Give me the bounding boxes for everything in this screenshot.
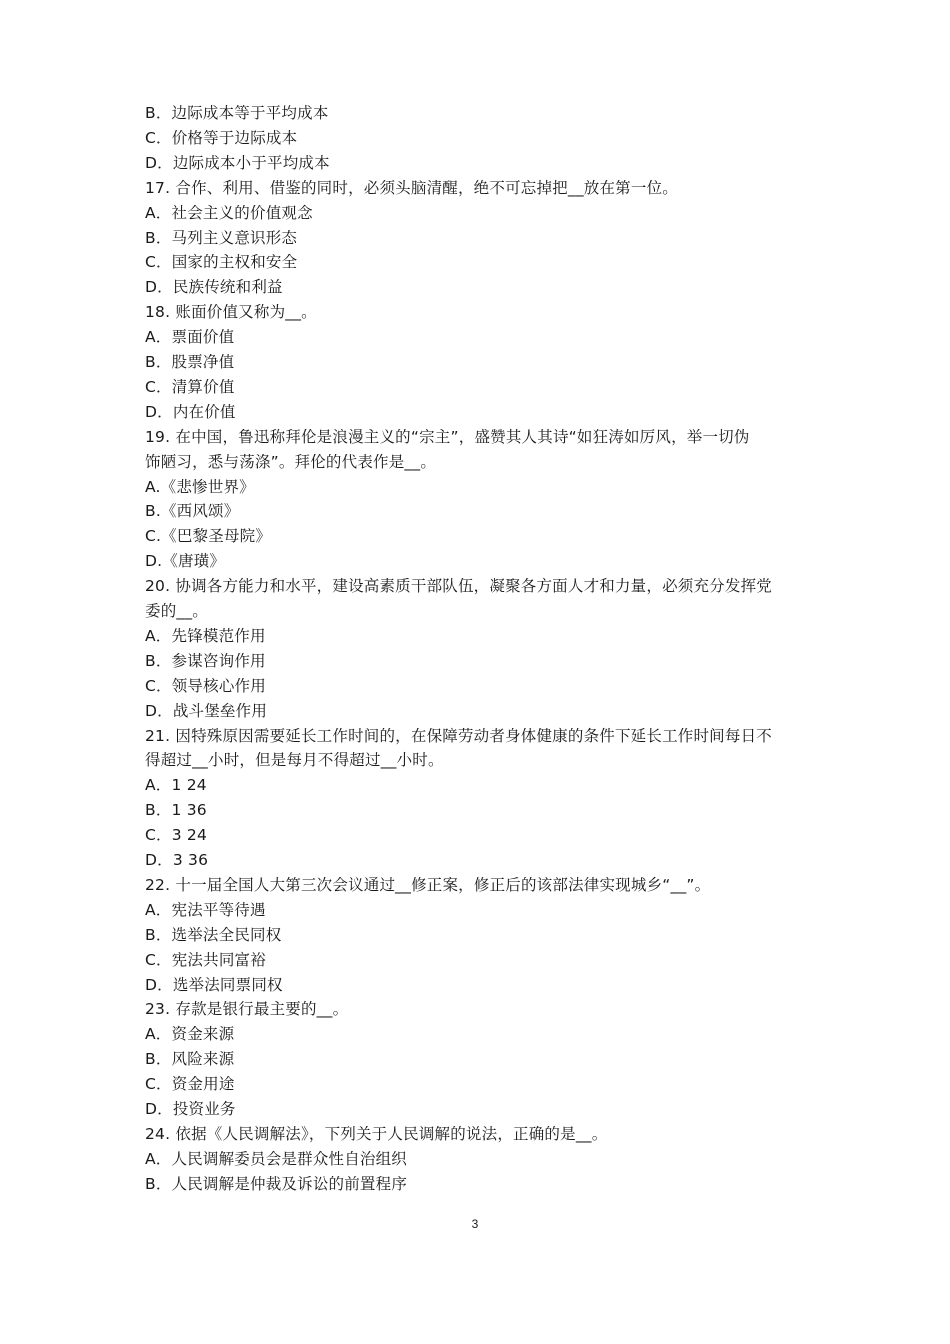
text-line: D.《唐璜》 xyxy=(145,552,226,570)
text-line: C．宪法共同富裕 xyxy=(145,951,266,969)
text-line: C．资金用途 xyxy=(145,1075,235,1093)
text-line: B．风险来源 xyxy=(145,1050,235,1068)
text-line: B．股票净值 xyxy=(145,353,235,371)
text-line: A．社会主义的价值观念 xyxy=(145,204,313,222)
text-line: B．1 36 xyxy=(145,801,207,819)
text-line: A．1 24 xyxy=(145,776,207,794)
text-line: A．先锋模范作用 xyxy=(145,627,266,645)
text-line: 饰陋习，悉与荡涤”。拜伦的代表作是__。 xyxy=(145,453,437,471)
text-line: 18. 账面价值又称为__。 xyxy=(145,303,317,321)
text-line: D．投资业务 xyxy=(145,1100,236,1118)
text-line: C.《巴黎圣母院》 xyxy=(145,527,272,545)
text-line: D．边际成本小于平均成本 xyxy=(145,154,330,172)
text-line: 20. 协调各方能力和水平，建设高素质干部队伍，凝聚各方面人才和力量，必须充分发挥党 xyxy=(145,577,772,595)
text-line: A.《悲惨世界》 xyxy=(145,478,255,496)
text-line: D．内在价值 xyxy=(145,403,236,421)
text-line: A．资金来源 xyxy=(145,1025,235,1043)
text-line: C．国家的主权和安全 xyxy=(145,253,298,271)
text-line: B.《西风颂》 xyxy=(145,502,240,520)
text-line: C．价格等于边际成本 xyxy=(145,129,298,147)
text-line: C．领导核心作用 xyxy=(145,677,266,695)
text-line: 22. 十一届全国人大第三次会议通过__修正案，修正后的该部法律实现城乡“__”。 xyxy=(145,876,711,894)
text-line: 17. 合作、利用、借鉴的同时，必须头脑清醒，绝不可忘掉把__放在第一位。 xyxy=(145,179,678,197)
text-line: B．人民调解是仲裁及诉讼的前置程序 xyxy=(145,1175,408,1193)
text-line: A．人民调解委员会是群众性自治组织 xyxy=(145,1150,408,1168)
text-line: D．战斗堡垒作用 xyxy=(145,702,268,720)
text-line: 得超过__小时，但是每月不得超过__小时。 xyxy=(145,751,444,769)
text-line: 23. 存款是银行最主要的__。 xyxy=(145,1000,349,1018)
text-line: C．清算价值 xyxy=(145,378,235,396)
text-line: D．民族传统和利益 xyxy=(145,278,283,296)
text-line: B．边际成本等于平均成本 xyxy=(145,104,329,122)
text-line: A．宪法平等待遇 xyxy=(145,901,266,919)
text-line: 24. 依据《人民调解法》，下列关于人民调解的说法，正确的是__。 xyxy=(145,1125,608,1143)
text-line: B．选举法全民同权 xyxy=(145,926,282,944)
text-line: B．马列主义意识形态 xyxy=(145,229,298,247)
text-line: 委的__。 xyxy=(145,602,209,620)
text-line: 21. 因特殊原因需要延长工作时间的，在保障劳动者身体健康的条件下延长工作时间每日不 xyxy=(145,727,772,745)
text-line: D．选举法同票同权 xyxy=(145,976,283,994)
text-line: B．参谋咨询作用 xyxy=(145,652,266,670)
text-line: D．3 36 xyxy=(145,851,209,869)
page-number: 3 xyxy=(471,1217,479,1231)
text-line: A．票面价值 xyxy=(145,328,235,346)
text-line: 19. 在中国，鲁迅称拜伦是浪漫主义的“宗主”，盛赞其人其诗“如狂涛如厉风，举一切伪 xyxy=(145,428,750,446)
text-line: C．3 24 xyxy=(145,826,208,844)
